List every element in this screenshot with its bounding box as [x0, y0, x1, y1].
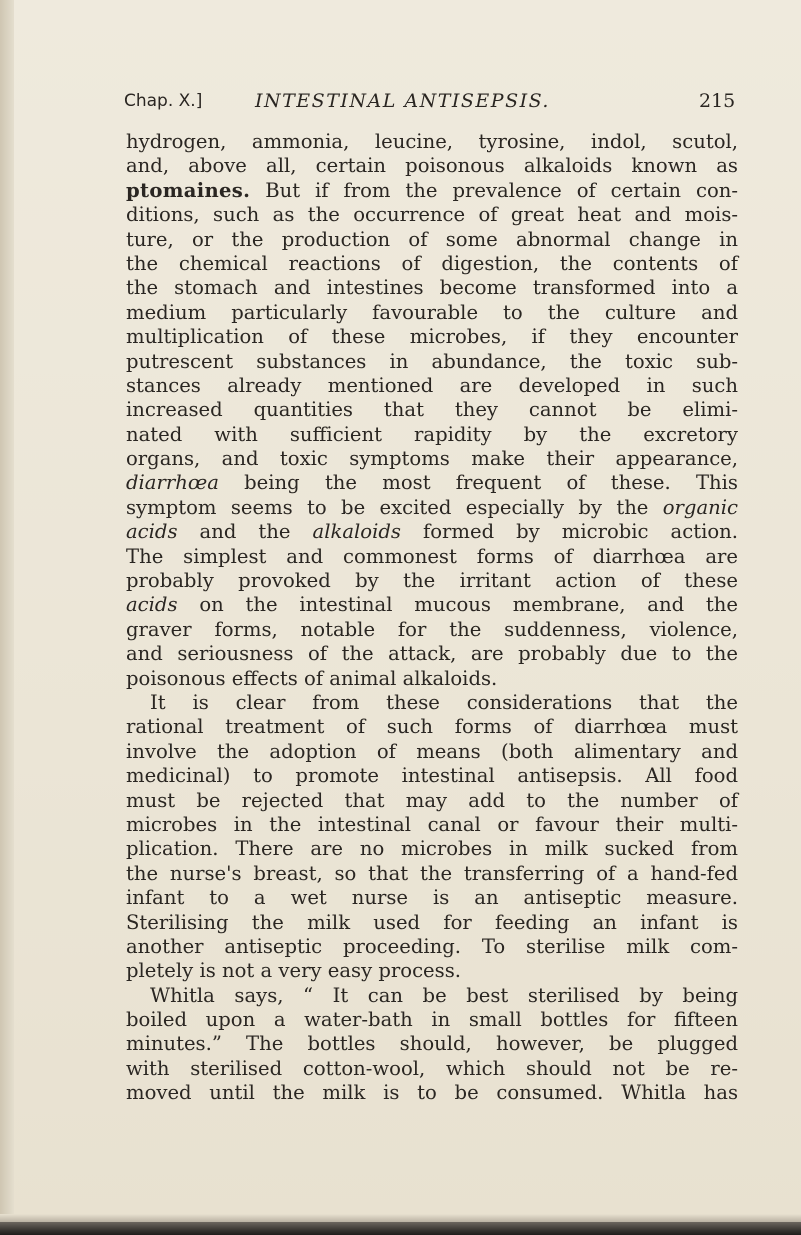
text-line: ture, or the production of some abnormal change in: [126, 227, 738, 251]
italic-term: acids: [126, 593, 178, 617]
text-line: involve the adoption of means (both alimentary and: [126, 739, 738, 763]
page-bottom-edge: [0, 1222, 801, 1235]
text-line: nated with sufficient rapidity by the excretory: [126, 422, 738, 446]
text-run: being the most frequent of these. This: [218, 471, 738, 495]
text-run: symptom seems to be excited especially by the: [126, 495, 663, 519]
page-gutter-shadow: [0, 0, 14, 1235]
term-ptomaines: ptomaines.: [126, 178, 251, 202]
text-line: It is clear from these considerations that the: [150, 690, 738, 714]
text-line: putrescent substances in abundance, the toxic sub-: [126, 349, 738, 373]
text-line: pletely is not a very easy process.: [126, 959, 461, 983]
text-line: and, above all, certain poisonous alkaloids known as: [126, 154, 738, 178]
text-line: medicinal) to promote intestinal antisepsis. All food: [126, 764, 738, 788]
text-line: the stomach and intestines become transformed into a: [126, 276, 738, 300]
text-run: on the intestinal mucous membrane, and the: [177, 593, 738, 617]
italic-term: diarrhœa: [126, 471, 219, 495]
text-line: stances already mentioned are developed in such: [126, 373, 738, 397]
text-line: [126, 179, 738, 203]
text-line: rational treatment of such forms of diarrhœa must: [126, 715, 738, 739]
running-title: INTESTINAL ANTISEPSIS.: [255, 90, 550, 112]
text-line: [126, 520, 738, 544]
italic-term: acids: [126, 520, 178, 544]
body-text: [126, 130, 738, 1106]
text-line: another antiseptic proceeding. To sterilise milk com-: [126, 934, 738, 958]
text-line: medium particularly favourable to the culture and: [126, 300, 738, 324]
text-line: graver forms, notable for the suddenness, violence,: [126, 617, 738, 641]
text-line: Sterilising the milk used for feeding an infant is: [126, 910, 738, 934]
text-line: multiplication of these microbes, if they encounter: [126, 325, 738, 349]
text-line: Whitla says, “ It can be best sterilised by being: [150, 983, 738, 1007]
text-line: The simplest and commonest forms of diarrhœa are: [126, 544, 738, 568]
text-line: [126, 471, 738, 495]
text-line: plication. There are no microbes in milk sucked from: [126, 837, 738, 861]
text-line: and seriousness of the attack, are probably due to the: [126, 642, 738, 666]
text-line: [126, 593, 738, 617]
text-line: must be rejected that may add to the number of: [126, 788, 738, 812]
text-line: the nurse's breast, so that the transferring of a hand-fed: [126, 861, 738, 885]
text-line: [126, 496, 738, 520]
text-line: moved until the milk is to be consumed. Whitla has: [126, 1081, 738, 1105]
text-line: hydrogen, ammonia, leucine, tyrosine, indol, scutol,: [126, 130, 738, 153]
text-run: But if from the prevalence of certain con-: [250, 178, 738, 202]
text-line: organs, and toxic symptoms make their appearance,: [126, 447, 738, 471]
text-line: probably provoked by the irritant action of these: [126, 569, 738, 593]
text-line: increased quantities that they cannot be elimi-: [126, 398, 738, 422]
italic-term: organic: [662, 495, 738, 519]
chapter-label: Chap. X.]: [124, 91, 203, 111]
text-line: microbes in the intestinal canal or favour their multi-: [126, 812, 738, 836]
italic-term: alkaloids: [312, 520, 401, 544]
text-line: minutes.” The bottles should, however, be plugged: [126, 1032, 738, 1056]
text-line: poisonous effects of animal alkaloids.: [126, 666, 498, 690]
text-line: ditions, such as the occurrence of great heat and mois-: [126, 203, 738, 227]
page-bottom-shade: [0, 1214, 801, 1222]
text-line: infant to a wet nurse is an antiseptic measure.: [126, 886, 738, 910]
page-number: 215: [699, 90, 736, 112]
running-head: [124, 86, 736, 116]
text-run: and the: [177, 520, 313, 544]
text-line: with sterilised cotton-wool, which should not be re-: [126, 1056, 738, 1080]
text-line: the chemical reactions of digestion, the contents of: [126, 251, 738, 275]
text-run: formed by microbic action.: [400, 520, 738, 544]
text-line: boiled upon a water-bath in small bottles for fifteen: [126, 1008, 738, 1032]
